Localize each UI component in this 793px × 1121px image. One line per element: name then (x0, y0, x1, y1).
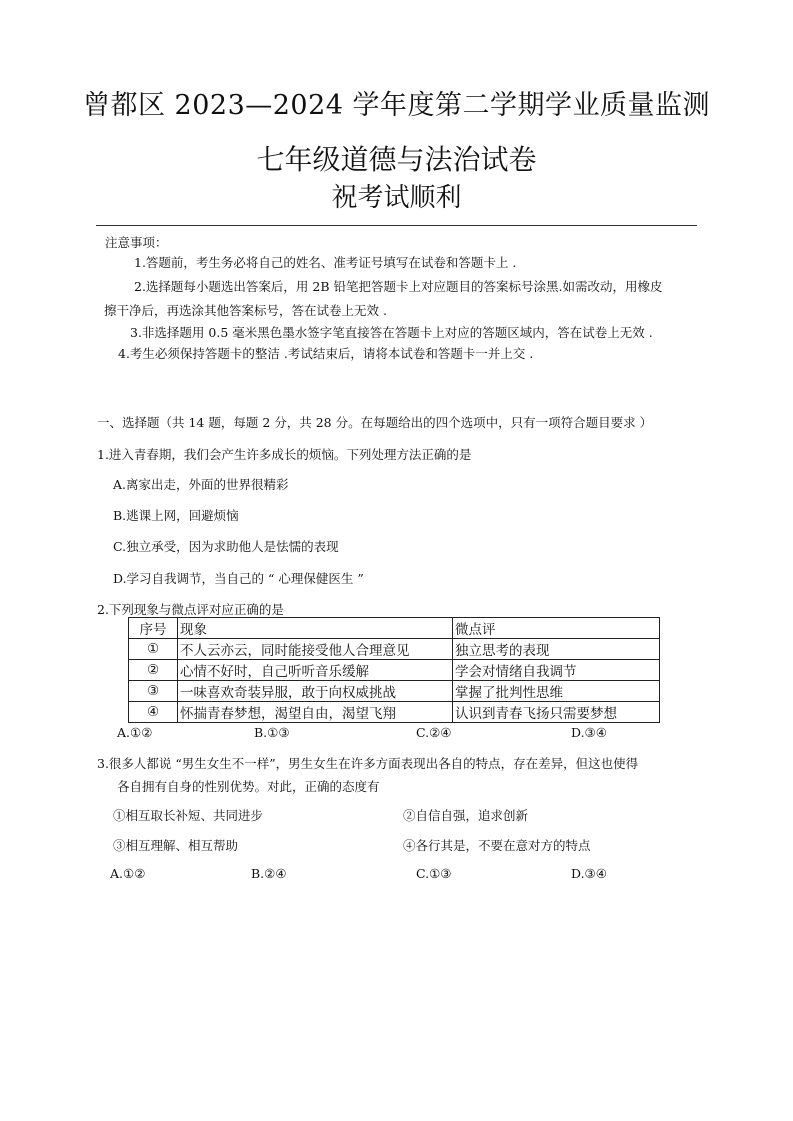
notice-item-2-cont: 擦干净后，再选涂其他答案标号，答在试卷上无效 . (104, 303, 387, 318)
q1-option-a: A.离家出走，外面的世界很精彩 (113, 477, 289, 492)
table-row (129, 639, 660, 660)
notice-item-3: 3.非选择题用 0.5 毫米黑色墨水签字笔直接答在答题卡上对应的答题区域内，答在试卷上无效 . (130, 325, 653, 340)
notice-heading: 注意事项： (105, 235, 168, 250)
header-divider (96, 225, 697, 226)
table-cell: ① (129, 639, 178, 660)
table-cell: 怀揣青春梦想，渴望自由，渴望飞翔 (178, 702, 453, 723)
table-cell: 认识到青春飞扬只需要梦想 (453, 702, 660, 723)
q3-statement-4: ④各行其是，不要在意对方的特点 (403, 838, 591, 853)
question-1-stem: 1.进入青春期，我们会产生许多成长的烦恼。下列处理方法正确的是 (97, 447, 472, 462)
notice-item-2: 2.选择题每小题选出答案后，用 2B 铅笔把答题卡上对应题目的答案标号涂黑.如需改动，用橡皮 (134, 279, 663, 294)
q3-option-b: B.②④ (251, 866, 287, 881)
table-header-row (129, 618, 660, 639)
table-cell: 心情不好时，自己听听音乐缓解 (178, 660, 453, 681)
exam-wish: 祝考试顺利 (331, 183, 462, 213)
q3-statement-1: ①相互取长补短、共同进步 (113, 808, 264, 823)
notice-item-4: 4.考生必须保持答题卡的整洁 .考试结束后，请将本试卷和答题卡一并上交 . (118, 346, 534, 361)
q2-option-a: A.①② (117, 725, 153, 740)
q1-option-b: B.逃课上网，回避烦恼 (113, 508, 239, 523)
question-2-stem: 2.下列现象与微点评对应正确的是 (97, 602, 284, 617)
q3-option-a: A.①② (110, 866, 146, 881)
q2-option-c: C.②④ (416, 725, 452, 740)
q3-option-d: D.③④ (571, 866, 607, 881)
table-cell: ③ (129, 681, 178, 702)
table-cell: ④ (129, 702, 178, 723)
table-cell: ② (129, 660, 178, 681)
q2-option-d: D.③④ (571, 725, 607, 740)
table-cell: 一味喜欢奇装异服，敢于向权威挑战 (178, 681, 453, 702)
q3-statement-3: ③相互理解、相互帮助 (113, 838, 239, 853)
question-3-stem-cont: 各自拥有自身的性别优势。对此，正确的态度有 (117, 779, 380, 794)
notice-item-1: 1.答题前，考生务必将自己的姓名、准考证号填写在试卷和答题卡上 . (134, 255, 517, 270)
q1-option-c: C.独立承受，因为求助他人是怯懦的表现 (113, 539, 339, 554)
section-heading: 一、选择题（共 14 题，每题 2 分，共 28 分。在每题给出的四个选项中，只有一项符合题目要求 ） (97, 415, 653, 430)
table-header: 微点评 (453, 618, 660, 639)
q2-option-b: B.①③ (254, 725, 290, 740)
table-row (129, 660, 660, 681)
table-cell: 不人云亦云，同时能接受他人合理意见 (178, 639, 453, 660)
question-3-stem: 3.很多人都说 “男生女生不一样”，男生女生在许多方面表现出各自的特点，存在差异，但这也使得 (97, 756, 639, 771)
q1-option-d: D.学习自我调节，当自己的 “ 心理保健医生 ” (113, 571, 364, 586)
table-row (129, 681, 660, 702)
exam-header-title: 曾都区 2023—2024 学年度第二学期学业质量监测 (82, 90, 711, 121)
table-cell: 学会对情绪自我调节 (453, 660, 660, 681)
table-header: 序号 (129, 618, 178, 639)
exam-subtitle: 七年级道德与法治试卷 (256, 143, 537, 176)
table-header: 现象 (178, 618, 453, 639)
table-cell: 独立思考的表现 (453, 639, 660, 660)
q3-option-c: C.①③ (416, 866, 452, 881)
table-cell: 掌握了批判性思维 (453, 681, 660, 702)
q3-statement-2: ②自信自强，追求创新 (403, 808, 529, 823)
table-row (129, 702, 660, 723)
question-2-table (128, 617, 660, 723)
